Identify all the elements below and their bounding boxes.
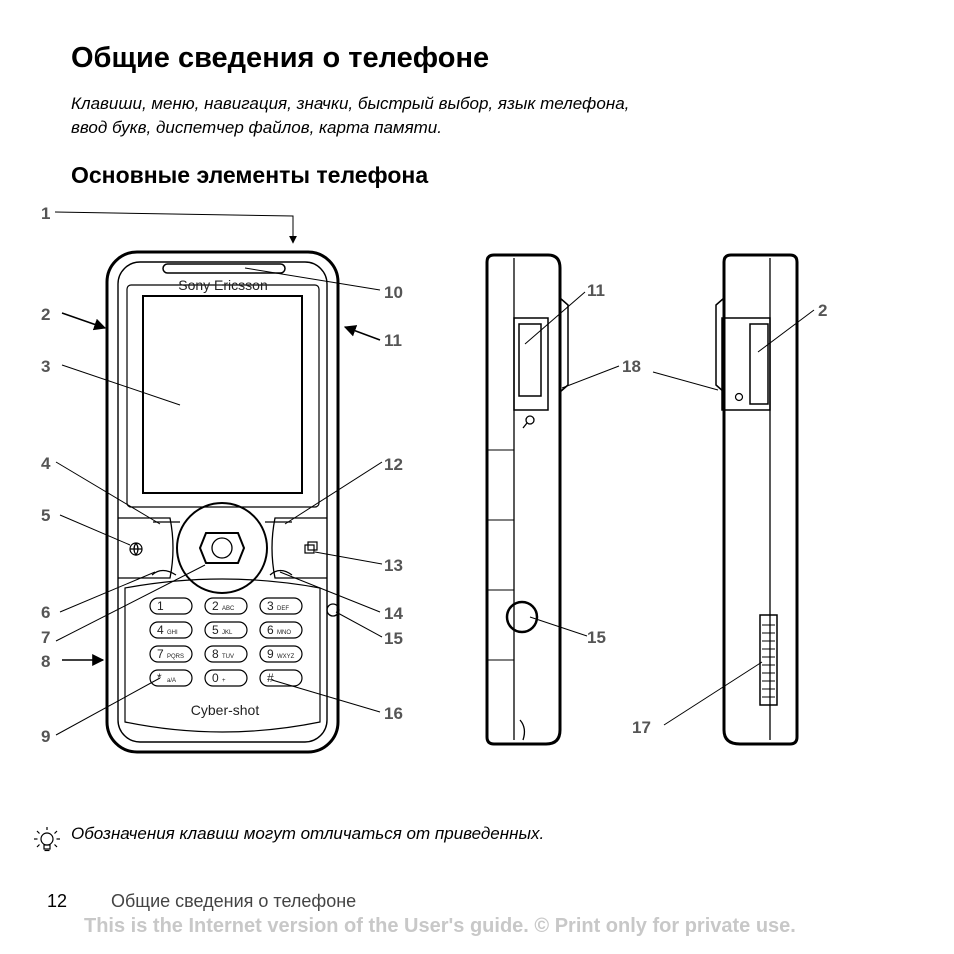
keypad-key [260, 646, 302, 662]
callout-2: 2 [41, 305, 51, 324]
keypad-key [205, 622, 247, 638]
internet-icon [130, 543, 142, 555]
keypad-digit: 6 [267, 623, 274, 637]
activity-menu-icon [305, 542, 317, 553]
callout-11: 11 [384, 331, 402, 350]
keypad-letters: GHI [167, 630, 178, 636]
callout-10: 10 [384, 283, 403, 302]
connector-pins [762, 625, 775, 697]
phone-front [107, 252, 339, 752]
side-left-hole [736, 394, 743, 401]
strap-holder [750, 324, 768, 404]
intro-line-1: Клавиши, меню, навигация, значки, быстрый выбор, язык телефона, [71, 94, 630, 113]
leader-13 [315, 552, 382, 564]
keypad-key [205, 646, 247, 662]
right-soft-area [272, 518, 327, 578]
keypad-digit: 8 [212, 647, 219, 661]
keypad-key [150, 598, 192, 614]
leader-14 [280, 572, 380, 612]
page-title: Общие сведения о телефоне [71, 42, 490, 74]
connector [760, 615, 777, 705]
callout-6: 6 [41, 603, 51, 622]
intro-line-2: ввод букв, диспетчер файлов, карта памяти. [71, 118, 442, 137]
section-title: Основные элементы телефона [71, 162, 429, 188]
keypad-key [260, 622, 302, 638]
back-key-icon [152, 571, 176, 576]
leader-5 [60, 515, 130, 545]
leader-18 [562, 366, 619, 388]
keypad-key [260, 670, 302, 686]
callout-12: 12 [384, 455, 403, 474]
keypad-letters: PQRS [167, 654, 185, 660]
leader-18-left [653, 372, 718, 390]
side-left-panel [722, 318, 770, 410]
leader-2-side [758, 310, 814, 352]
left-soft-area [118, 518, 173, 578]
keypad-letters: a/A [167, 678, 177, 684]
phone-diagram [0, 195, 954, 795]
leader-7 [56, 565, 205, 641]
center-select-lens [212, 538, 232, 558]
keypad-key [150, 622, 192, 638]
keypad-key [260, 598, 302, 614]
screen-bezel [127, 285, 319, 507]
leader-17 [664, 662, 762, 725]
magnifier-icon [526, 416, 534, 424]
keypad-letters: DEF [277, 606, 289, 612]
cybershot-logo: Cyber-shot [190, 702, 260, 718]
phone-body-outline [107, 252, 338, 752]
footer-disclaimer: This is the Internet version of the User's guide. © Print only for private use. [84, 915, 796, 937]
callout-18: 18 [622, 357, 641, 376]
callout-2-side: 2 [818, 301, 828, 320]
keypad-digit: # [267, 671, 274, 685]
intro-text [71, 92, 629, 140]
callout-8: 8 [41, 652, 51, 671]
keypad-key [205, 598, 247, 614]
keypad-digit: 7 [157, 647, 164, 661]
keypad-letters: JKL [222, 630, 233, 636]
keypad-digit: * [157, 671, 162, 685]
keypad-key [150, 670, 192, 686]
keypad-digit: 5 [212, 623, 219, 637]
phone-side-right [487, 255, 568, 744]
brand-logo: Sony Ericsson [178, 277, 268, 293]
callout-11-side: 11 [587, 281, 605, 300]
callout-1: 1 [41, 204, 51, 223]
lightbulb-icon [34, 826, 62, 854]
keypad-digit: 2 [212, 599, 219, 613]
callout-15: 15 [384, 629, 403, 648]
leader-15-front [336, 612, 382, 637]
keypad [150, 598, 302, 686]
screen [143, 296, 302, 493]
keypad-digit: 1 [157, 599, 164, 613]
callout-14: 14 [384, 604, 403, 623]
memory-slot [519, 324, 541, 396]
keypad-digit: 3 [267, 599, 274, 613]
keypad-digit: 4 [157, 623, 164, 637]
keypad-key [205, 670, 247, 686]
leader-2 [62, 313, 105, 328]
callout-7: 7 [41, 628, 51, 647]
callout-3: 3 [41, 357, 51, 376]
keypad-letters: WXYZ [277, 654, 295, 660]
tip-text: Обозначения клавиш могут отличаться от приведенных. [71, 824, 545, 843]
keypad-letters: TUV [222, 654, 234, 660]
leader-1 [55, 212, 293, 243]
leader-3 [62, 365, 180, 405]
callout-15-side: 15 [587, 628, 606, 647]
keypad-letters: + [222, 678, 226, 684]
footer-section-title: Общие сведения о телефоне [111, 891, 357, 911]
side-camera-key [507, 602, 537, 632]
leader-11-front [345, 327, 380, 340]
phone-side-left [716, 255, 797, 744]
keypad-key [150, 646, 192, 662]
callout-4: 4 [41, 454, 51, 473]
callout-16: 16 [384, 704, 403, 723]
keypad-letters: ABC [222, 606, 235, 612]
callout-17: 17 [632, 718, 651, 737]
keypad-digit: 9 [267, 647, 274, 661]
keypad-letters: MNO [277, 630, 291, 636]
page-number: 12 [47, 891, 68, 911]
callout-13: 13 [384, 556, 403, 575]
callout-5: 5 [41, 506, 51, 525]
side-right-outline [487, 255, 560, 744]
leader-16 [272, 680, 380, 712]
keypad-digit: 0 [212, 671, 219, 685]
callout-9: 9 [41, 727, 51, 746]
